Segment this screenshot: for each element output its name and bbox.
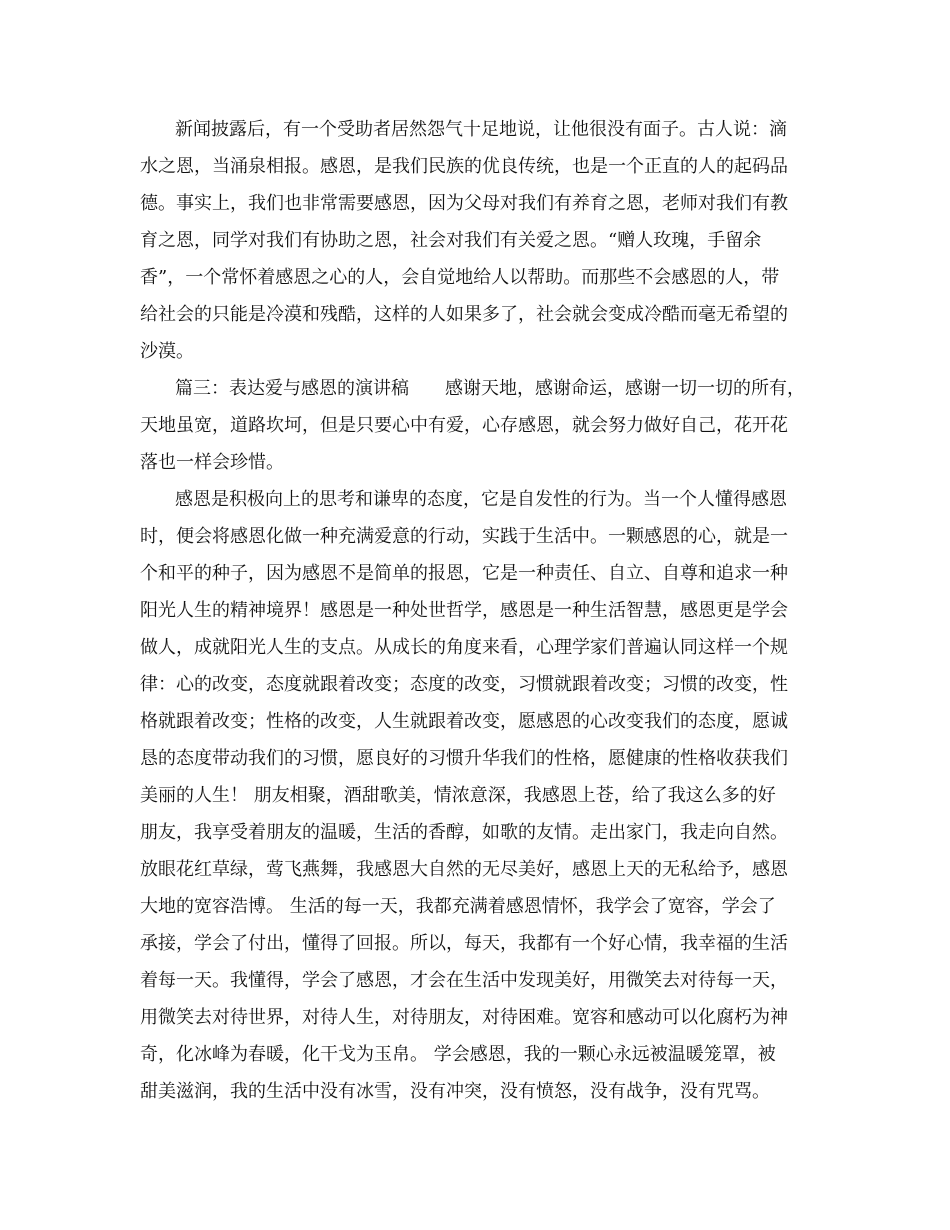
text-line: 承接，学会了付出，懂得了回报。所以，每天，我都有一个好心情，我幸福的生活 bbox=[140, 933, 788, 954]
text-line: 格就跟着改变；性格的改变，人生就跟着改变，愿感恩的心改变我们的态度，愿诚 bbox=[140, 711, 788, 732]
text-line: 律：心的改变，态度就跟着改变；态度的改变，习惯就跟着改变；习惯的改变，性 bbox=[140, 674, 788, 695]
text-line: 甜美滋润，我的生活中没有冰雪，没有冲突，没有愤怒，没有战争，没有咒骂。 bbox=[140, 1081, 770, 1102]
text-line: 水之恩，当涌泉相报。感恩，是我们民族的优良传统，也是一个正直的人的起码品 bbox=[140, 156, 788, 177]
text-line: 大地的宽容浩博。 生活的每一天，我都充满着感恩情怀，我学会了宽容，学会了 bbox=[140, 896, 776, 917]
text-line: 感恩是积极向上的思考和谦卑的态度，它是自发性的行为。当一个人懂得感恩 bbox=[175, 489, 787, 510]
text-line: 天地虽宽，道路坎坷，但是只要心中有爱，心存感恩，就会努力做好自己，花开花 bbox=[140, 415, 788, 436]
text-line: 沙漠。 bbox=[140, 341, 194, 362]
text-line: 着每一天。我懂得，学会了感恩，才会在生活中发现美好，用微笑去对待每一天， bbox=[140, 970, 788, 991]
text-line: 给社会的只能是冷漠和残酷，这样的人如果多了，社会就会变成冷酷而毫无希望的 bbox=[140, 304, 788, 325]
text-line: 时，便会将感恩化做一种充满爱意的行动，实践于生活中。一颗感恩的心，就是一 bbox=[140, 526, 788, 547]
text-line: 朋友，我享受着朋友的温暖，生活的香醇，如歌的友情。走出家门，我走向自然。 bbox=[140, 822, 788, 843]
text-line: 做人，成就阳光人生的支点。从成长的角度来看，心理学家们普遍认同这样一个规 bbox=[140, 637, 788, 658]
text-line: 香”，一个常怀着感恩之心的人，会自觉地给人以帮助。而那些不会感恩的人，带 bbox=[140, 267, 780, 288]
text-line: 育之恩，同学对我们有协助之恩，社会对我们有关爱之恩。“赠人玫瑰，手留余 bbox=[140, 230, 762, 251]
section-heading-line: 篇三：表达爱与感恩的演讲稿 感谢天地，感谢命运，感谢一切一切的所有， bbox=[175, 378, 805, 399]
text-line: 放眼花红草绿，莺飞燕舞，我感恩大自然的无尽美好，感恩上天的无私给予，感恩 bbox=[140, 859, 788, 880]
text-line: 个和平的种子，因为感恩不是简单的报恩，它是一种责任、自立、自尊和追求一种 bbox=[140, 563, 788, 584]
text-line: 阳光人生的精神境界！感恩是一种处世哲学，感恩是一种生活智慧，感恩更是学会 bbox=[140, 600, 788, 621]
text-line: 美丽的人生！ 朋友相聚，酒甜歌美，情浓意深，我感恩上苍，给了我这么多的好 bbox=[140, 785, 776, 806]
text-line: 落也一样会珍惜。 bbox=[140, 452, 284, 473]
text-line: 用微笑去对待世界，对待人生，对待朋友，对待困难。宽容和感动可以化腐朽为神 bbox=[140, 1007, 788, 1028]
text-line: 新闻披露后，有一个受助者居然怨气十足地说，让他很没有面子。古人说：滴 bbox=[175, 119, 787, 140]
text-line: 奇，化冰峰为春暖，化干戈为玉帛。 学会感恩，我的一颗心永远被温暖笼罩，被 bbox=[140, 1044, 776, 1065]
text-line: 德。事实上，我们也非常需要感恩，因为父母对我们有养育之恩，老师对我们有教 bbox=[140, 193, 788, 214]
text-line: 恳的态度带动我们的习惯，愿良好的习惯升华我们的性格，愿健康的性格收获我们 bbox=[140, 748, 788, 769]
